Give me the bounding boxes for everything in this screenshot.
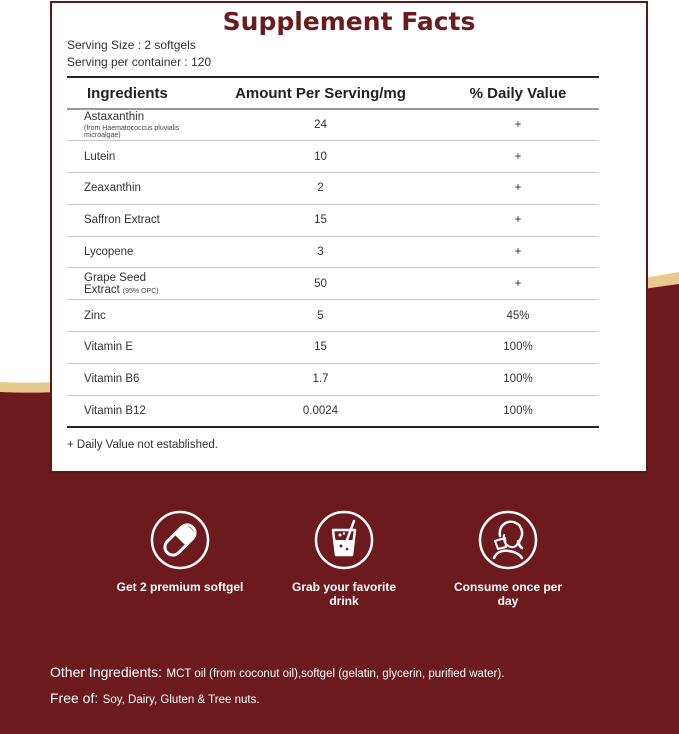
other-ingredients-label: Other Ingredients: bbox=[50, 664, 163, 680]
ingredient-name: Grape Seed Extract bbox=[84, 271, 147, 296]
amount-cell: 0.0024 bbox=[302, 404, 339, 417]
table-header-row bbox=[67, 77, 599, 109]
table-row bbox=[67, 109, 599, 141]
free-of bbox=[50, 690, 260, 708]
ingredient-cell bbox=[67, 109, 204, 141]
table-row bbox=[67, 395, 599, 427]
facts-table bbox=[67, 76, 599, 428]
column-header-amount: Amount Per Serving/mg bbox=[235, 84, 406, 102]
step-grab-drink bbox=[274, 510, 414, 608]
amount-cell: 10 bbox=[314, 150, 327, 163]
amount-cell: 15 bbox=[314, 214, 327, 227]
daily-value-cell: 45% bbox=[506, 309, 530, 322]
daily-value-footnote: + Daily Value not established. bbox=[67, 439, 218, 451]
panel-title: Supplement Facts bbox=[222, 7, 476, 36]
column-header-daily-value: % Daily Value bbox=[469, 84, 567, 102]
table-row bbox=[67, 173, 599, 205]
table-row bbox=[67, 236, 599, 268]
ingredient-name: Lycopene bbox=[84, 246, 134, 259]
ingredient-cell bbox=[67, 268, 204, 300]
amount-cell: 3 bbox=[317, 246, 324, 259]
table-row bbox=[67, 141, 599, 173]
daily-value-cell: 100% bbox=[503, 373, 533, 386]
daily-value-cell: + bbox=[514, 150, 522, 163]
daily-value-cell: + bbox=[514, 182, 522, 195]
ingredient-name: Lutein bbox=[84, 150, 116, 163]
amount-cell: 15 bbox=[314, 341, 327, 354]
step-label: Get 2 premium softgel bbox=[116, 580, 244, 594]
person-drinking-icon bbox=[478, 510, 538, 570]
serving-size: Serving Size : 2 softgels bbox=[67, 38, 196, 52]
free-of-value: Soy, Dairy, Gluten & Tree nuts. bbox=[102, 694, 260, 706]
daily-value-cell: 100% bbox=[503, 341, 533, 354]
daily-value-cell: + bbox=[514, 246, 522, 259]
step-label: Consume once per day bbox=[453, 580, 563, 608]
step-label: Grab your favorite drink bbox=[291, 580, 397, 608]
ingredient-name: Vitamin E bbox=[84, 341, 134, 354]
table-row bbox=[67, 300, 599, 332]
ingredient-name: Zinc bbox=[84, 309, 106, 322]
ingredient-name: Astaxanthin bbox=[84, 111, 145, 124]
ingredient-note: (from Haematococcus pluvialis microalgae) bbox=[84, 125, 180, 140]
daily-value-cell: + bbox=[514, 214, 522, 227]
table-row bbox=[67, 268, 599, 300]
table-row bbox=[67, 204, 599, 236]
ingredient-name: Zeaxanthin bbox=[84, 182, 141, 195]
other-ingredients bbox=[50, 664, 504, 682]
ingredient-name: Vitamin B6 bbox=[84, 373, 140, 386]
supplement-facts-panel bbox=[50, 1, 648, 473]
amount-cell: 1.7 bbox=[312, 373, 329, 386]
daily-value-cell: 100% bbox=[503, 404, 533, 417]
servings-per-container: Serving per container : 120 bbox=[67, 55, 212, 69]
ingredient-name: Vitamin B12 bbox=[84, 404, 146, 417]
table-row bbox=[67, 332, 599, 364]
daily-value-cell: + bbox=[514, 277, 522, 290]
drink-icon bbox=[314, 510, 374, 570]
amount-cell: 50 bbox=[314, 277, 327, 290]
amount-cell: 24 bbox=[314, 119, 327, 132]
step-consume-daily bbox=[438, 510, 578, 608]
amount-cell: 5 bbox=[317, 309, 324, 322]
amount-cell: 2 bbox=[317, 182, 324, 195]
other-ingredients-value: MCT oil (from coconut oil),softgel (gelatin, glycerin, purified water). bbox=[166, 668, 505, 680]
column-header-ingredients: Ingredients bbox=[87, 84, 168, 102]
table-row bbox=[67, 363, 599, 395]
free-of-label: Free of: bbox=[50, 690, 99, 706]
capsule-icon bbox=[150, 510, 210, 570]
ingredient-name: Saffron Extract bbox=[84, 214, 160, 227]
step-get-softgel bbox=[110, 510, 250, 594]
daily-value-cell: + bbox=[514, 119, 522, 132]
ingredient-note: (95% OPC) bbox=[122, 287, 159, 295]
